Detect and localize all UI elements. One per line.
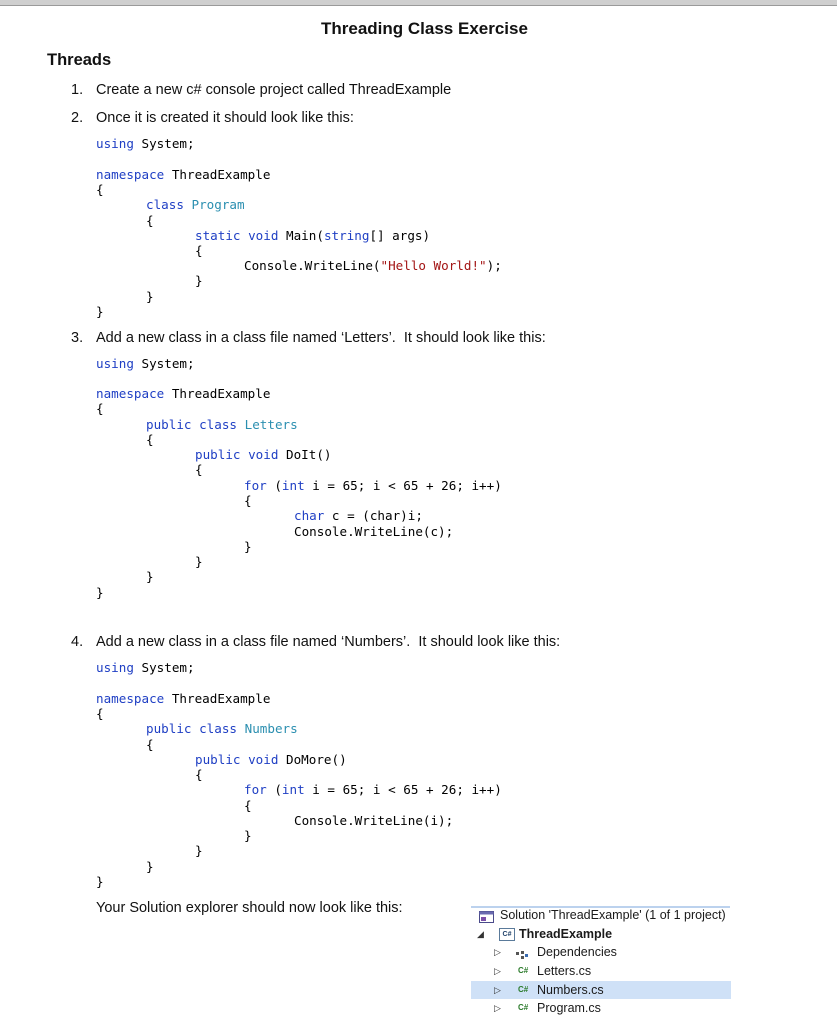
tree-item-dependencies[interactable] [471,943,731,962]
code-brace: { [195,243,203,258]
project-label: ThreadExample [519,926,613,941]
solution-node[interactable] [471,906,731,925]
tree-item-label: Numbers.cs [537,982,604,997]
section-heading: Threads [47,51,112,69]
code-brace: } [146,859,154,874]
code-line: Console.WriteLine("Hello World!"); [244,258,502,273]
code-line: Console.WriteLine(c); [294,524,454,539]
code-brace: } [195,273,203,288]
tree-item-label: Program.cs [537,1001,601,1016]
collapsed-triangle-icon[interactable]: ▷ [494,947,501,958]
code-brace: { [146,737,154,752]
code-brace: } [96,874,104,889]
step-number: 4. [71,634,84,650]
code-line: for (int i = 65; i < 65 + 26; i++) [244,782,502,797]
code-brace: { [195,767,203,782]
code-line: public void DoIt() [195,447,332,462]
code-brace: } [96,304,104,319]
code-brace: } [146,569,154,584]
csharp-file-icon: C# [518,966,529,976]
code-line: using System; [96,660,195,675]
code-line: namespace ThreadExample [96,386,271,401]
csharp-project-icon: C# [499,928,515,941]
step-text: Add a new class in a class file named ‘Numbers’. It should look like this: [96,634,561,650]
code-line: for (int i = 65; i < 65 + 26; i++) [244,478,502,493]
tree-item-label: Letters.cs [537,964,592,979]
code-line: static void Main(string[] args) [195,228,431,243]
page-top-border [0,0,837,6]
collapsed-triangle-icon[interactable]: ▷ [494,984,501,995]
code-brace: { [146,213,154,228]
document-title: Threading Class Exercise [321,19,528,38]
code-line: class Program [146,197,245,212]
code-line: public void DoMore() [195,752,347,767]
code-line: namespace ThreadExample [96,691,271,706]
code-line: using System; [96,356,195,371]
tree-item-program[interactable] [471,999,731,1018]
code-brace: } [195,554,203,569]
step-text: Create a new c# console project called ThreadExample [96,82,452,98]
solution-label: Solution 'ThreadExample' (1 of 1 project) [500,908,726,922]
csharp-file-icon: C# [518,984,529,994]
step-number: 1. [71,82,84,98]
code-brace: } [244,828,252,843]
code-brace: } [244,539,252,554]
code-line: namespace ThreadExample [96,167,271,182]
closing-text: Your Solution explorer should now look like this: [96,900,403,916]
collapsed-triangle-icon[interactable]: ▷ [494,966,501,977]
code-brace: { [244,493,252,508]
code-brace: { [96,401,104,416]
csharp-file-icon: C# [518,1003,529,1013]
code-line: char c = (char)i; [294,508,423,523]
step-text: Add a new class in a class file named ‘Letters’. It should look like this: [96,330,546,346]
step-number: 3. [71,330,84,346]
tree-item-numbers[interactable] [471,981,731,1000]
step-text: Once it is created it should look like this: [96,110,354,126]
code-brace: } [96,585,104,600]
expanded-triangle-icon[interactable]: ◢ [477,928,484,939]
code-brace: { [96,182,104,197]
code-brace: { [96,706,104,721]
step-number: 2. [71,110,84,126]
code-brace: } [146,289,154,304]
code-line: Console.WriteLine(i); [294,813,454,828]
code-line: using System; [96,136,195,151]
solution-explorer [471,906,731,1018]
code-line: public class Letters [146,417,298,432]
tree-item-label: Dependencies [537,945,617,960]
tree-item-letters[interactable] [471,962,731,981]
code-brace: { [244,798,252,813]
code-brace: { [195,462,203,477]
code-line: public class Numbers [146,721,298,736]
collapsed-triangle-icon[interactable]: ▷ [494,1003,501,1014]
code-brace: { [146,432,154,447]
code-brace: } [195,843,203,858]
project-node[interactable] [471,925,731,944]
